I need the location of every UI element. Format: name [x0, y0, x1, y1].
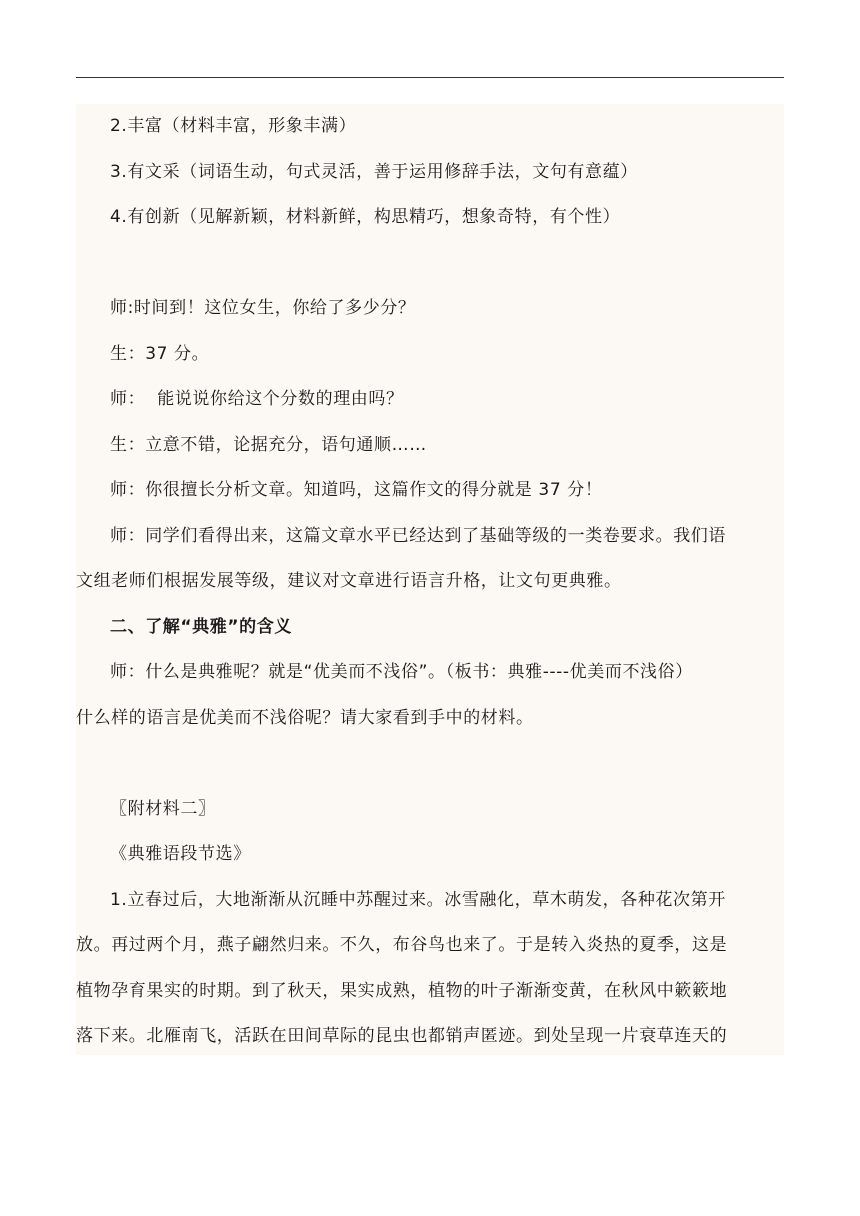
teacher-line-4a: 师：同学们看得出来，这篇文章水平已经达到了基础等级的一类卷要求。我们语: [110, 525, 726, 546]
student-line-1: 生：37 分。: [110, 343, 210, 364]
teacher-line-1: 师:时间到！这位女生，你给了多少分？: [110, 298, 416, 318]
blank-line: [76, 741, 784, 787]
criteria-item-3: 3.有文采（词语生动，句式灵活，善于运用修辞手法，文句有意蕴）: [110, 161, 638, 182]
section-heading: 二、了解“典雅”的含义: [110, 616, 292, 637]
teacher-line-2: 师： 能说说你给这个分数的理由吗？: [110, 389, 404, 409]
teacher-line-4b: 文组老师们根据发展等级，建议对文章进行语言升格，让文句更典雅。: [76, 571, 622, 591]
teacher-line-3: 师：你很擅长分析文章。知道吗，这篇作文的得分就是 37 分！: [110, 480, 603, 500]
blank-line: [76, 241, 784, 287]
header-rule: [76, 77, 784, 78]
material-paragraph-line-2: 放。再过两个月，燕子翩然归来。不久，布谷鸟也来了。于是转入炎热的夏季，这是: [76, 935, 728, 955]
material-label: 〖附材料二〗: [110, 798, 216, 819]
material-paragraph-line-3: 植物孕育果实的时期。到了秋天，果实成熟，植物的叶子渐渐变黄，在秋风中簌簌地: [76, 980, 728, 1001]
material-title: 《典雅语段节选》: [110, 844, 251, 864]
criteria-item-2: 2.丰富（材料丰富，形象丰满）: [110, 116, 357, 136]
criteria-item-4: 4.有创新（见解新颖，材料新鲜，构思精巧，想象奇特，有个性）: [110, 207, 621, 227]
section-line-2: 什么样的语言是优美而不浅俗呢？请大家看到手中的材料。: [76, 707, 534, 728]
section-line-1: 师：什么是典雅呢？就是“优美而不浅俗”。（板书：典雅----优美而不浅俗）: [110, 662, 693, 682]
student-line-2: 生：立意不错，论据充分，语句通顺……: [110, 434, 427, 455]
document-body: [76, 104, 784, 1060]
material-paragraph-line-4: 落下来。北雁南飞，活跃在田间草际的昆虫也都销声匿迹。到处呈现一片衰草连天的: [76, 1026, 728, 1046]
material-paragraph-line-1: 1.立春过后，大地渐渐从沉睡中苏醒过来。冰雪融化，草木萌发，各种花次第开: [110, 889, 726, 910]
